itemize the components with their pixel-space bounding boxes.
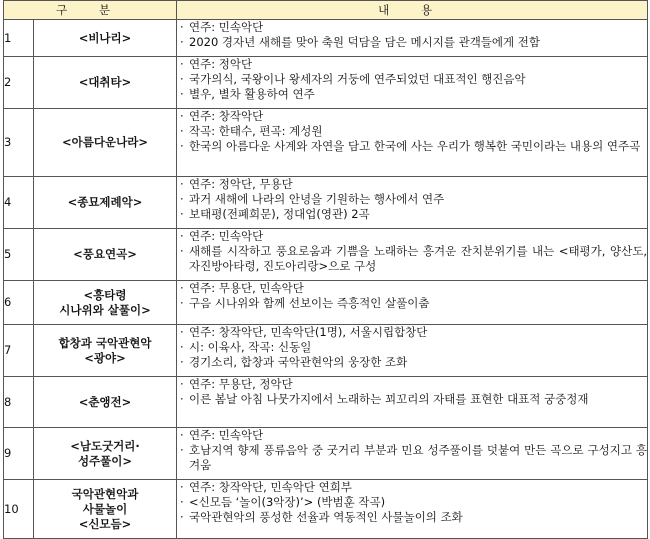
table-row bbox=[4, 281, 648, 325]
table-row bbox=[4, 57, 648, 109]
description-list bbox=[177, 229, 647, 274]
program-title-line: <비나리> bbox=[78, 30, 132, 45]
description-item: · 시: 이육사, 작곡: 신동일 bbox=[177, 340, 647, 355]
program-description bbox=[177, 480, 648, 539]
description-list bbox=[177, 377, 647, 407]
program-title bbox=[34, 281, 177, 325]
program-title-line: <신모듬> bbox=[78, 516, 132, 531]
program-description bbox=[177, 109, 648, 177]
description-list bbox=[177, 281, 647, 311]
program-title-line: 합창과 국악관현악 bbox=[58, 335, 152, 350]
table-row bbox=[4, 177, 648, 229]
table-row bbox=[4, 325, 648, 377]
table-row bbox=[4, 377, 648, 428]
description-list bbox=[177, 109, 647, 154]
table-row bbox=[4, 428, 648, 480]
row-number: 6 bbox=[4, 281, 34, 325]
program-title bbox=[34, 20, 177, 57]
description-item: · 2020 경자년 새해를 맞아 축원 덕담을 담은 메시지를 관객들에게 전함 bbox=[177, 35, 647, 50]
description-item: · <신모듬 ‘놀이(3악장)’> (박범훈 작곡) bbox=[177, 495, 647, 510]
program-title-line: <춘앵전> bbox=[78, 394, 132, 409]
description-item: · 호남지역 향제 풍류음악 중 굿거리 부분과 민요 성주풀이를 덧붙여 만든 곡으로 구성지고 흥겨움 bbox=[177, 443, 647, 473]
program-title bbox=[34, 109, 177, 177]
row-number: 10 bbox=[4, 480, 34, 539]
description-item: · 경기소리, 합창과 국악관현악의 웅장한 조화 bbox=[177, 355, 647, 370]
table-row bbox=[4, 229, 648, 281]
description-item: · 보태평(전폐희문), 정대업(영관) 2곡 bbox=[177, 207, 647, 222]
program-title bbox=[34, 177, 177, 229]
program-description bbox=[177, 57, 648, 109]
program-title-line: 성주풀이> bbox=[77, 453, 133, 468]
header-category: 구 분 bbox=[4, 1, 177, 20]
description-item: · 연주: 정악단 bbox=[177, 57, 647, 72]
program-title bbox=[34, 325, 177, 377]
program-title-line: <아름다운나라> bbox=[62, 135, 148, 149]
description-item: · 연주: 창작악단, 민속악단 연희부 bbox=[177, 480, 647, 495]
description-item: · 연주: 창작악단, 민속악단(1명), 서울시립합창단 bbox=[177, 325, 647, 340]
description-item: · 연주: 민속악단 bbox=[177, 229, 647, 244]
description-item: · 연주: 무용단, 정악단 bbox=[177, 377, 647, 392]
description-item: · 연주: 민속악단 bbox=[177, 20, 647, 35]
description-list bbox=[177, 57, 647, 102]
description-item: · 이른 봄날 아침 나뭇가지에서 노래하는 꾀꼬리의 자태를 표현한 대표적 궁중정재 bbox=[177, 392, 647, 407]
program-description bbox=[177, 428, 648, 480]
description-item: · 구음 시나위와 함께 선보이는 즉흥적인 살풀이춤 bbox=[177, 296, 647, 311]
description-list bbox=[177, 428, 647, 473]
program-description bbox=[177, 325, 648, 377]
description-item: · 국악관현악의 풍성한 선율과 역동적인 사물놀이의 조화 bbox=[177, 510, 647, 525]
description-item: · 연주: 정악단, 무용단 bbox=[177, 177, 647, 192]
program-description bbox=[177, 229, 648, 281]
table-row bbox=[4, 20, 648, 57]
row-number: 2 bbox=[4, 57, 34, 109]
program-description bbox=[177, 177, 648, 229]
table-row bbox=[4, 480, 648, 539]
description-item: · 국가의식, 국왕이나 왕세자의 거둥에 연주되었던 대표적인 행진음악 bbox=[177, 72, 647, 87]
program-title-line: <흥타령 bbox=[83, 287, 127, 302]
program-table bbox=[3, 0, 648, 539]
program-title bbox=[34, 480, 177, 539]
description-item: · 연주: 민속악단 bbox=[177, 428, 647, 443]
description-item: · 연주: 창작악단 bbox=[177, 109, 647, 124]
description-item: · 새해를 시작하고 풍요로움과 기쁨을 노래하는 흥겨운 잔치분위기를 내는 <태평가, 양산도, 자진방아타령, 진도아리랑>으로 구성 bbox=[177, 244, 647, 274]
program-title-line: <종묘제례악> bbox=[67, 195, 143, 209]
program-title bbox=[34, 57, 177, 109]
description-list bbox=[177, 177, 647, 222]
program-title-line: <남도굿거리· bbox=[70, 438, 140, 453]
row-number: 4 bbox=[4, 177, 34, 229]
row-number: 5 bbox=[4, 229, 34, 281]
header-row bbox=[4, 1, 648, 20]
description-item: · 한국의 아름다운 사계와 자연을 담고 한국에 사는 우리가 행복한 국민이라는 내용의 연주곡 bbox=[177, 139, 647, 154]
description-list bbox=[177, 480, 647, 525]
table-row bbox=[4, 109, 648, 177]
program-title-line: <풍요연곡> bbox=[73, 247, 137, 261]
program-title-line: <대취타> bbox=[78, 75, 132, 89]
description-list bbox=[177, 20, 647, 50]
header-content: 내 용 bbox=[177, 1, 648, 20]
program-title bbox=[34, 377, 177, 428]
row-number: 1 bbox=[4, 20, 34, 57]
program-description bbox=[177, 20, 648, 57]
row-number: 7 bbox=[4, 325, 34, 377]
program-description bbox=[177, 377, 648, 428]
program-title-line: 사물놀이 bbox=[82, 501, 128, 516]
description-item: · 별우, 별차 활용하여 연주 bbox=[177, 87, 647, 102]
description-item: · 연주: 무용단, 민속악단 bbox=[177, 281, 647, 296]
program-title bbox=[34, 229, 177, 281]
row-number: 8 bbox=[4, 377, 34, 428]
program-title-line: 국악관현악과 bbox=[71, 486, 139, 501]
description-item: · 과거 새해에 나라의 안녕을 기원하는 행사에서 연주 bbox=[177, 192, 647, 207]
program-title-line: <광야> bbox=[84, 350, 126, 365]
row-number: 9 bbox=[4, 428, 34, 480]
description-list bbox=[177, 325, 647, 370]
program-description bbox=[177, 281, 648, 325]
program-title bbox=[34, 428, 177, 480]
row-number: 3 bbox=[4, 109, 34, 177]
description-item: · 작곡: 한태수, 편곡: 계성원 bbox=[177, 124, 647, 139]
program-title-line: 시나위와 살풀이> bbox=[59, 302, 151, 317]
